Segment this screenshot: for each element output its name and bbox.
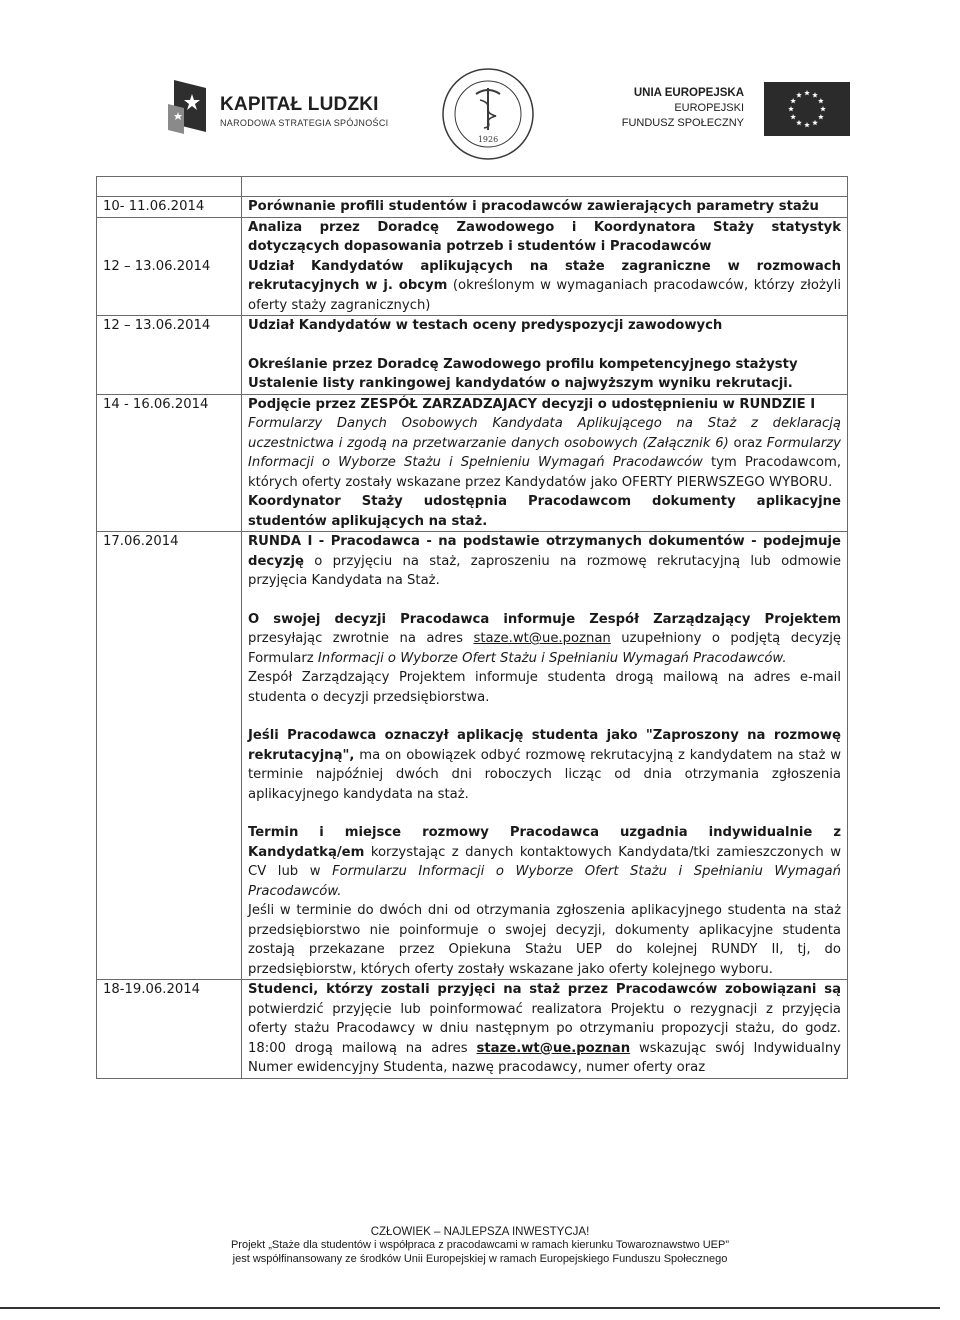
description-text: Koordynator Staży udostępnia Pracodawcom dokumenty aplikacyjne studentów aplikujących na staż. bbox=[248, 494, 841, 529]
eu-star-icon bbox=[796, 120, 802, 125]
eu-star-icon bbox=[818, 98, 824, 103]
description-paragraph bbox=[248, 218, 841, 257]
description-paragraph bbox=[248, 901, 841, 979]
kapital-ludzki-flag-icon bbox=[168, 78, 208, 134]
eu-line-1: UNIA EUROPEJSKA bbox=[633, 87, 744, 99]
date-cell bbox=[97, 197, 242, 218]
description-text: Formularzu Informacji o Wyborze Ofert Stażu i Spełnianiu Wymagań Pracodawców. bbox=[248, 864, 841, 899]
description-text: RUNDA I - Pracodawca - na podstawie otrzymanych dokumentów - podejmuje decyzję bbox=[248, 534, 841, 569]
seal-year: 1926 bbox=[477, 135, 499, 144]
description-text: Podjęcie przez ZESPÓŁ ZARZADZAJACY decyzji o udostępnieniu w RUNDZIE I bbox=[248, 396, 816, 412]
description-cell bbox=[242, 394, 848, 532]
description-text: tym Pracodawcom, których oferty zostały wskazane przez Kandydatów jako OFERTY PIERWSZEGO WYBORU. bbox=[248, 455, 842, 490]
footer-funding-line: jest współfinansowany ze środków Unii Europejskiej w ramach Europejskiego Funduszu Społecznego bbox=[232, 1253, 728, 1265]
description-text: wskazując swój Indywidualny Numer ewidencyjny Studenta, nazwę pracodawcy, numer oferty oraz bbox=[248, 1040, 841, 1075]
description-text: (określonym w wymaganiach pracodawców, którzy złożyli oferty staży zagranicznych) bbox=[248, 278, 842, 313]
table-row bbox=[97, 394, 848, 532]
description-cell bbox=[242, 532, 848, 980]
description-text: o przyjęciu na staż, zaproszeniu na rozmowę rekrutacyjną lub odmowie przyjęcia Kandydata na Staż. bbox=[248, 553, 841, 588]
description-text: Termin i miejsce rozmowy Pracodawca uzgadnia indywidualnie z Kandydatką/em bbox=[248, 825, 841, 860]
date-cell bbox=[97, 217, 242, 316]
eu-star-icon bbox=[790, 98, 796, 103]
eu-star-icon bbox=[804, 122, 810, 127]
description-text: Jeśli Pracodawca oznaczył aplikację studenta jako "Zaproszony na rozmowę rekrutacyjną", bbox=[248, 728, 841, 763]
scan-edge-line bbox=[0, 1307, 940, 1309]
description-paragraph bbox=[248, 197, 841, 217]
date-text: 18-19.06.2014 bbox=[103, 982, 201, 997]
description-paragraph bbox=[248, 374, 841, 394]
eu-line-2: EUROPEJSKI bbox=[674, 102, 744, 114]
description-text: oraz bbox=[728, 435, 767, 451]
eu-star-icon bbox=[796, 92, 802, 97]
date-cell bbox=[97, 532, 242, 980]
description-paragraph bbox=[248, 355, 841, 375]
description-text: przesyłając zwrotnie na adres bbox=[248, 631, 474, 646]
description-paragraph bbox=[248, 668, 841, 707]
description-text: uzupełniony o podjętą decyzję Formularz bbox=[248, 631, 841, 666]
description-paragraph bbox=[248, 257, 841, 316]
email-address-text: staze.wt@ue.poznan bbox=[476, 1040, 631, 1056]
paragraph-gap bbox=[248, 804, 841, 823]
description-paragraph bbox=[248, 610, 841, 669]
description-text: Studenci, którzy zostali przyjęci na staż przez Pracodawców zobowiązani są bbox=[248, 982, 841, 997]
description-cell bbox=[242, 217, 848, 316]
description-paragraph bbox=[248, 823, 841, 901]
eu-star-icon bbox=[804, 90, 810, 95]
description-text: Porównanie profili studentów i pracodawców zawierających parametry stażu bbox=[248, 199, 819, 214]
description-text: ma on obowiązek odbyć rozmowę rekrutacyjną z kandydatem na staż w terminie najpóźniej dwóch dni roboczych licząc od dnia otrzymania zgłoszenia aplikacyjnego kandydata na staż. bbox=[248, 747, 841, 802]
description-paragraph bbox=[248, 316, 841, 336]
description-text: Formularzy Informacji o Wyborze Stażu i Spełnieniu Wymagań Pracodawców bbox=[248, 435, 841, 470]
table-row bbox=[97, 316, 848, 395]
eu-line-3: FUNDUSZ SPOŁECZNY bbox=[621, 117, 744, 129]
description-text: Ustalenie listy rankingowej kandydatów o najwyższym wyniku rekrutacji. bbox=[248, 376, 793, 391]
description-text: Analiza przez Doradcę Zawodowego i Koordynatora Staży statystyk dotyczących dopasowania potrzeb i studentów i Pracodawców bbox=[248, 219, 841, 254]
table-row bbox=[97, 532, 848, 980]
paragraph-gap bbox=[248, 707, 841, 726]
description-cell bbox=[242, 980, 848, 1079]
eu-star-icon bbox=[790, 114, 796, 119]
eu-star-icon bbox=[820, 106, 826, 111]
university-seal-icon bbox=[440, 66, 536, 162]
description-text: Informacji o Wyborze Ofert Stażu i Spełnianiu Wymagań Pracodawców. bbox=[317, 650, 787, 666]
eu-star-icon bbox=[812, 120, 818, 125]
date-cell bbox=[97, 316, 242, 395]
description-text: Określanie przez Doradcę Zawodowego profilu kompetencyjnego stażysty bbox=[248, 356, 798, 372]
kapital-ludzki-subtitle: NARODOWA STRATEGIA SPÓJNOŚCI bbox=[220, 118, 389, 128]
description-text: O swojej decyzji Pracodawca informuje Zespół Zarządzający Projektem bbox=[248, 611, 841, 627]
document-header bbox=[0, 0, 960, 170]
date-text: 12 – 13.06.2014 bbox=[103, 258, 211, 274]
description-text: Udział Kandydatów w testach oceny predyspozycji zawodowych bbox=[248, 318, 723, 333]
eu-logo bbox=[600, 82, 850, 142]
paragraph-gap bbox=[248, 336, 841, 355]
date-cell bbox=[97, 394, 242, 532]
eu-text bbox=[622, 86, 744, 131]
description-text: Udział Kandydatów aplikujących na staże zagraniczne w rozmowach rekrutacyjnych w j. obcym bbox=[248, 258, 841, 293]
date-text: 12 – 13.06.2014 bbox=[103, 318, 211, 333]
kapital-ludzki-title: KAPITAŁ LUDZKI bbox=[220, 94, 379, 115]
description-cell bbox=[242, 197, 848, 218]
date-text: 17.06.2014 bbox=[103, 534, 179, 549]
eu-star-icon bbox=[812, 92, 818, 97]
schedule-table bbox=[96, 176, 848, 1079]
footer-motto: CZŁOWIEK – NAJLEPSZA INWESTYCJA! bbox=[370, 1226, 590, 1238]
description-text: Zespół Zarządzający Projektem informuje studenta drogą mailową na adres e-mail studenta o decyzji przedsiębiorstwa. bbox=[248, 670, 841, 705]
eu-flag-icon bbox=[764, 82, 850, 136]
description-paragraph bbox=[248, 980, 841, 1078]
table-row bbox=[97, 217, 848, 316]
table-row bbox=[97, 197, 848, 218]
table-row bbox=[97, 980, 848, 1079]
description-text: Jeśli w terminie do dwóch dni od otrzymania zgłoszenia aplikacyjnego studenta na staż przedsiębiorstwo nie poinformuje o swojej decyzji, dokumenty aplikacyjne studenta zostają przekazane przez Opiekuna Stażu UEP do kolejnej RUNDY II, tj, do przedsiębiorstw, których oferty zostały wskazane jako oferty kolejnego wyboru. bbox=[248, 903, 841, 977]
paragraph-gap bbox=[248, 591, 841, 610]
description-text: potwierdzić przyjęcie lub poinformować realizatora Projektu o rezygnacji z przyjęcia oferty stażu Pracodawcy w dniu następnym po otrzymaniu propozycji stażu, do godz. 18:00 drogą mailową na adres bbox=[248, 1001, 841, 1056]
eu-star-icon bbox=[788, 106, 794, 111]
description-paragraph bbox=[248, 414, 841, 492]
blank-cell bbox=[242, 177, 848, 197]
document-footer bbox=[0, 1226, 960, 1266]
description-paragraph bbox=[248, 532, 841, 591]
description-paragraph bbox=[248, 726, 841, 804]
description-paragraph bbox=[248, 492, 841, 531]
eu-star-icon bbox=[818, 114, 824, 119]
footer-project-line: Projekt „Staże dla studentów i współpraca z pracodawcami w ramach kierunku Towaroznawstwo UEP” bbox=[230, 1239, 730, 1251]
description-paragraph bbox=[248, 395, 841, 415]
date-text: 10- 11.06.2014 bbox=[103, 199, 205, 214]
table-header-blank-row bbox=[97, 177, 848, 197]
description-cell bbox=[242, 316, 848, 395]
description-text: korzystając z danych kontaktowych Kandydata/tki zamieszczonych w CV lub w bbox=[248, 844, 841, 879]
description-text: Formularzy Danych Osobowych Kandydata Aplikującego na Staż z deklaracją uczestnictwa i zgodą na przetwarzanie danych osobowych (Załącznik 6) bbox=[248, 416, 841, 451]
date-text: 14 - 16.06.2014 bbox=[103, 396, 209, 412]
blank-cell bbox=[97, 177, 242, 197]
email-address-text: staze.wt@ue.poznan bbox=[473, 631, 611, 646]
kapital-ludzki-logo bbox=[168, 78, 398, 134]
date-cell bbox=[97, 980, 242, 1079]
